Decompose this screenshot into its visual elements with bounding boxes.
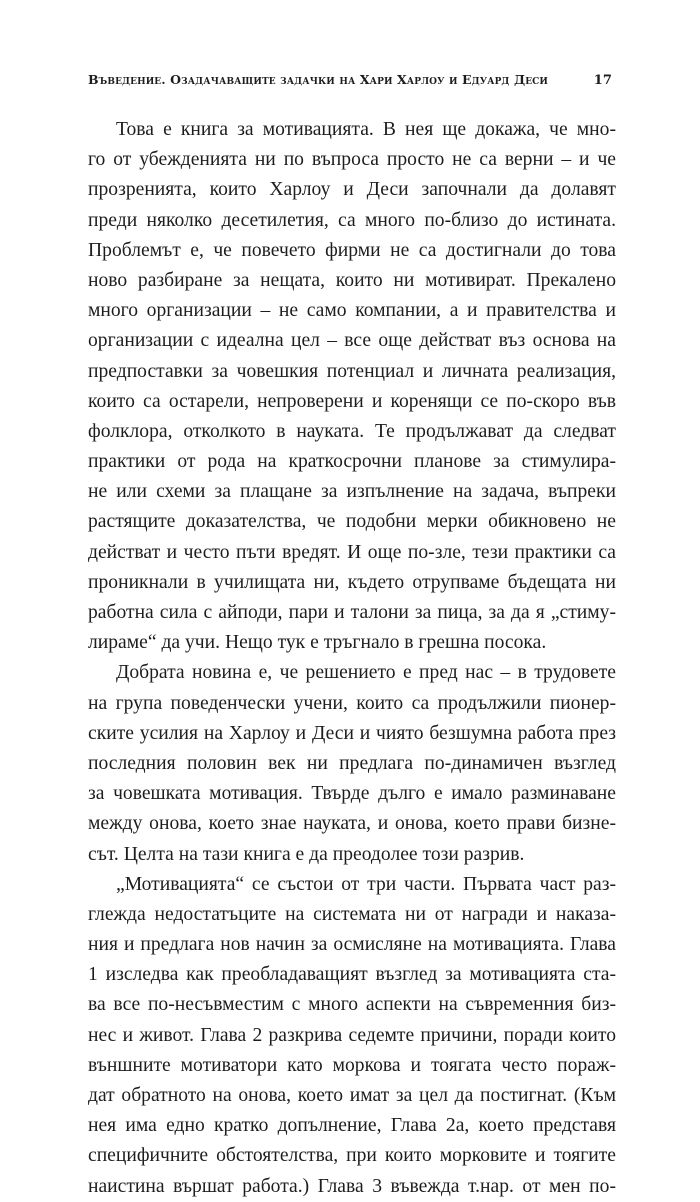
paragraph-2	[88, 658, 616, 869]
text-line: специфичните обстоятелства, при които морковите и тоягите	[88, 1145, 616, 1167]
text-line: ново разбиране за нещата, които ни мотивират. Прекалено	[88, 269, 616, 291]
paragraph-3	[88, 870, 616, 1202]
text-line: организации с идеална цел – все още действат въз основа на	[88, 330, 616, 352]
text-line: които са остарели, непроверени и коренящи се по-скоро във	[88, 390, 616, 412]
text-line: растящите доказателства, че подобни мерки обикновено не	[88, 511, 616, 533]
text-line: работна сила с айподи, пари и талони за пица, за да я „стиму-	[88, 602, 616, 623]
text-line: много организации – не само компании, а и правителства и	[88, 300, 616, 322]
text-line: фолклора, отколкото в науката. Те продължават да следват	[88, 420, 616, 442]
text-line: за човешката мотивация. Твърде дълго е имало разминаване	[88, 783, 616, 805]
text-line: лираме“ да учи. Нещо тук е тръгнало в грешна посока.	[88, 632, 547, 654]
text-line: външните мотиватори като моркова и тоягата често пораж-	[88, 1054, 616, 1076]
text-line: нес и живот. Глава 2 разкрива седемте причини, поради които	[88, 1024, 616, 1046]
paragraph-1	[88, 115, 616, 658]
text-line: между онова, което знае науката, и онова, което прави бизне-	[88, 813, 616, 835]
text-line: предпоставки за човешкия потенциал и личната реализация,	[88, 360, 616, 382]
text-line: глежда недостатъците на системата ни от награди и наказа-	[88, 903, 616, 925]
text-line: преди няколко десетилетия, са много по-близо до истината.	[88, 209, 616, 231]
text-line: проникнали в училищата ни, където отрупваме бъдещата ни	[88, 571, 616, 593]
text-line: на група поведенчески учени, които са продължили пионер-	[88, 692, 616, 714]
text-line: Добрата новина е, че решението е пред нас – в трудовете	[116, 662, 616, 684]
running-title: Въведение. Озадачаващите задачки на Хари Харлоу и Едуард Деси	[88, 72, 549, 87]
text-line: ските усилия на Харлоу и Деси и чиято безшумна работа през	[88, 722, 616, 744]
text-line: Това е книга за мотивацията. В нея ще докажа, че мно-	[116, 119, 616, 140]
text-line: не или схеми за плащане за изпълнение на задача, въпреки	[88, 481, 616, 503]
page-number: 17	[593, 73, 612, 88]
text-line: прозренията, които Харлоу и Деси започнали да долавят	[88, 179, 616, 201]
running-header	[88, 72, 612, 92]
text-line: го от убежденията ни по въпроса просто не са верни – и че	[88, 149, 616, 171]
text-line: последния половин век ни предлага по-динамичен възглед	[88, 752, 616, 774]
body-text	[88, 115, 616, 1202]
text-line: 1 изследва как преобладаващият възглед за мотивацията ста-	[88, 964, 616, 986]
text-line: действат и често пъти вредят. И още по-зле, тези практики са	[88, 541, 616, 563]
text-line: сът. Целта на тази книга е да преодолее този разрив.	[88, 843, 525, 865]
text-line: наистина вършат работа.) Глава 3 въвежда т.нар. от мен по-	[88, 1175, 616, 1197]
text-line: практики от рода на краткосрочни планове за стимулира-	[88, 451, 616, 473]
text-line: ва все по-несъвместим с много аспекти на съвременния биз-	[88, 994, 616, 1016]
text-line: „Мотивацията“ се състои от три части. Първата част раз-	[116, 873, 616, 895]
text-line: нея има едно кратко допълнение, Глава 2а, което представя	[88, 1115, 616, 1137]
text-line: дат обратното на онова, което имат за цел да постигнат. (Към	[88, 1085, 616, 1106]
text-line: Проблемът е, че повечето фирми не са достигнали до това	[88, 239, 616, 261]
text-line: ния и предлага нов начин за осмисляне на мотивацията. Глава	[88, 934, 616, 956]
